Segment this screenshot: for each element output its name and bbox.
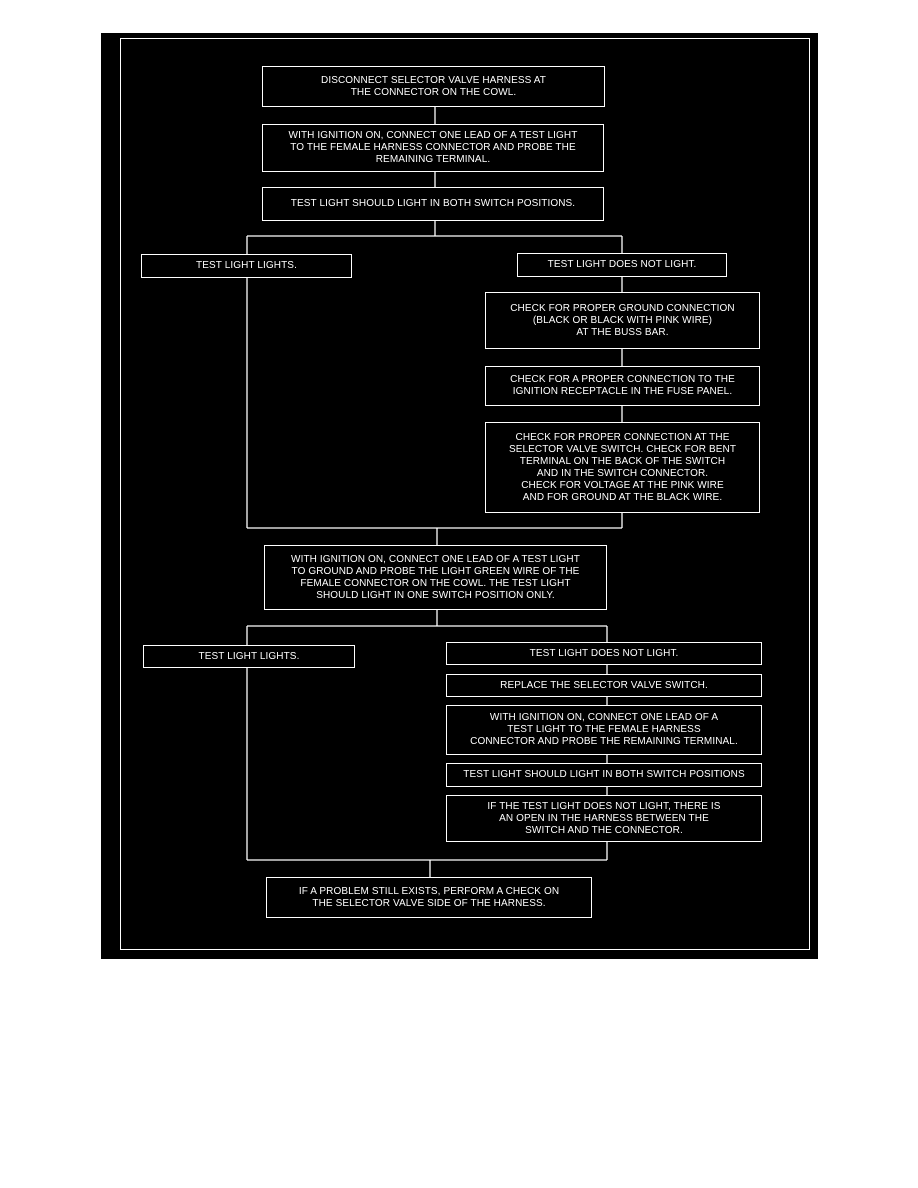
step-check-ignition-receptacle: CHECK FOR A PROPER CONNECTION TO THE IGNITION RECEPTACLE IN THE FUSE PANEL. bbox=[485, 366, 760, 406]
step-check-ground: CHECK FOR PROPER GROUND CONNECTION (BLACK OR BLACK WITH PINK WIRE) AT THE BUSS BAR. bbox=[485, 292, 760, 349]
result-light-lights-2: TEST LIGHT LIGHTS. bbox=[143, 645, 355, 668]
step-should-light-both-2: TEST LIGHT SHOULD LIGHT IN BOTH SWITCH POSITIONS bbox=[446, 763, 762, 787]
step-check-valve-side: IF A PROBLEM STILL EXISTS, PERFORM A CHECK ON THE SELECTOR VALVE SIDE OF THE HARNESS. bbox=[266, 877, 592, 918]
step-disconnect-harness: DISCONNECT SELECTOR VALVE HARNESS AT THE CONNECTOR ON THE COWL. bbox=[262, 66, 605, 107]
step-connect-test-light-2: WITH IGNITION ON, CONNECT ONE LEAD OF A TEST LIGHT TO THE FEMALE HARNESS CONNECTOR AND PROBE THE REMAINING TERMINAL. bbox=[446, 705, 762, 755]
result-light-lights-1: TEST LIGHT LIGHTS. bbox=[141, 254, 352, 278]
step-open-harness: IF THE TEST LIGHT DOES NOT LIGHT, THERE IS AN OPEN IN THE HARNESS BETWEEN THE SWITCH AND THE CONNECTOR. bbox=[446, 795, 762, 842]
result-light-not-lit-2: TEST LIGHT DOES NOT LIGHT. bbox=[446, 642, 762, 665]
step-should-light-both-1: TEST LIGHT SHOULD LIGHT IN BOTH SWITCH POSITIONS. bbox=[262, 187, 604, 221]
step-replace-switch: REPLACE THE SELECTOR VALVE SWITCH. bbox=[446, 674, 762, 697]
step-probe-green-wire: WITH IGNITION ON, CONNECT ONE LEAD OF A TEST LIGHT TO GROUND AND PROBE THE LIGHT GREEN WIRE OF THE FEMALE CONNECTOR ON THE COWL. THE TEST LIGHT SHOULD LIGHT IN ONE SWITCH POSITION ONLY. bbox=[264, 545, 607, 610]
step-connect-test-light-1: WITH IGNITION ON, CONNECT ONE LEAD OF A TEST LIGHT TO THE FEMALE HARNESS CONNECTOR AND PROBE THE REMAINING TERMINAL. bbox=[262, 124, 604, 172]
result-light-not-lit-1: TEST LIGHT DOES NOT LIGHT. bbox=[517, 253, 727, 277]
step-check-switch-connection: CHECK FOR PROPER CONNECTION AT THE SELECTOR VALVE SWITCH. CHECK FOR BENT TERMINAL ON THE BACK OF THE SWITCH AND IN THE SWITCH CONNECTOR. CHECK FOR VOLTAGE AT THE PINK WIRE AND FOR GROUND AT THE BLACK WIRE. bbox=[485, 422, 760, 513]
